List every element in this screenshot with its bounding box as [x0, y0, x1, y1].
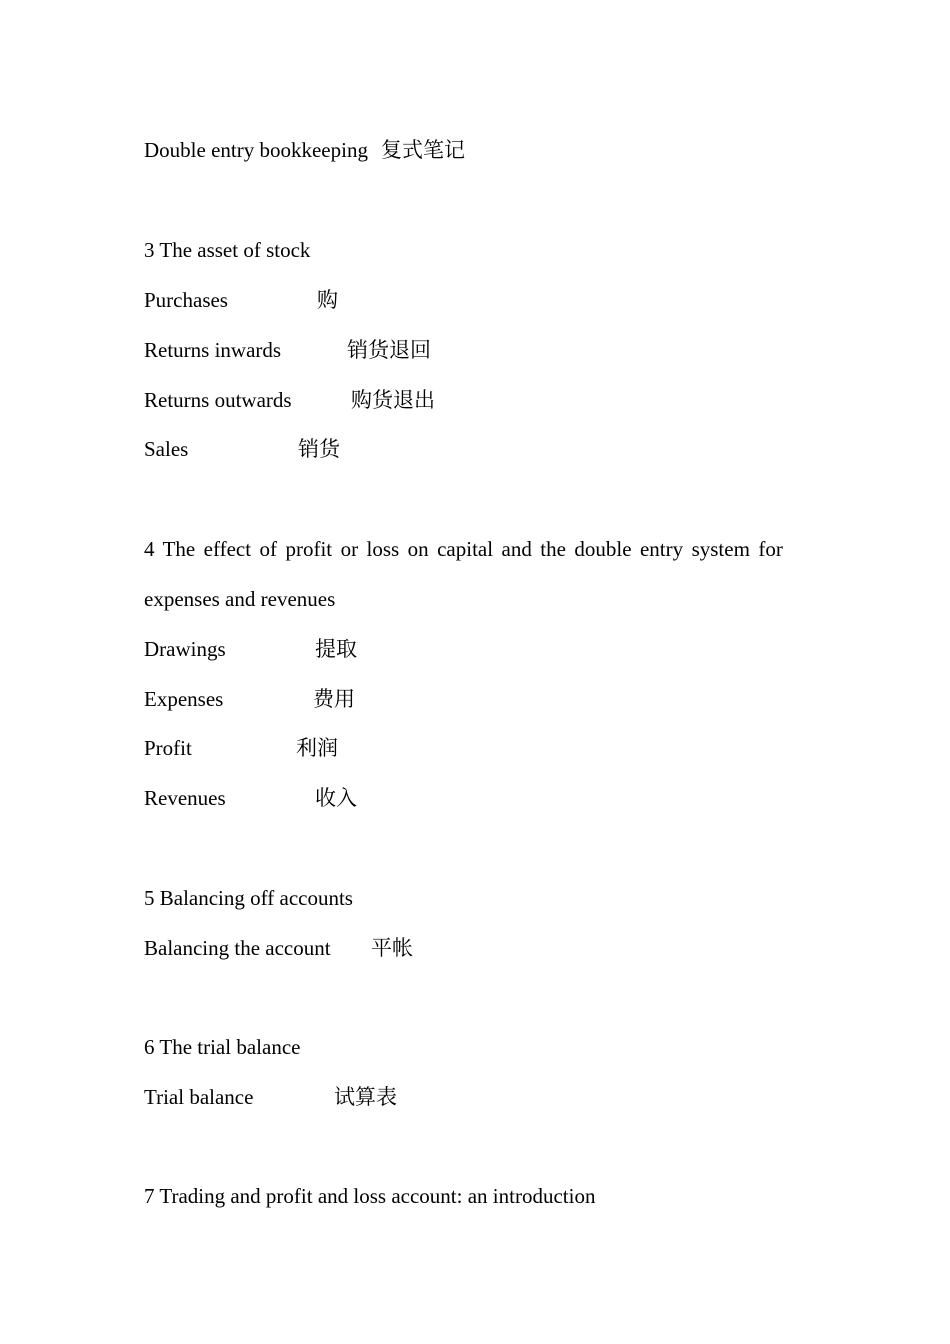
- term-balancing-the-account: Balancing the account: [144, 936, 331, 960]
- term-revenues: Revenues: [144, 786, 226, 810]
- document-title: [144, 137, 465, 163]
- term-trial-balance-translation: 试算表: [334, 1085, 397, 1109]
- term-profit-translation: 利润: [296, 736, 338, 760]
- term-drawings-translation: 提取: [315, 637, 357, 661]
- term-expenses-translation: 费用: [313, 687, 355, 711]
- term-expenses: Expenses: [144, 687, 224, 711]
- title-chinese: 复式笔记: [380, 138, 465, 162]
- term-trial-balance: Trial balance: [144, 1085, 254, 1109]
- term-revenues-translation: 收入: [315, 786, 357, 810]
- term-returns-outwards: Returns outwards: [144, 388, 292, 412]
- term-purchases: Purchases: [144, 288, 228, 312]
- term-returns-inwards-translation: 销货退回: [347, 338, 431, 362]
- section-5-heading: 5 Balancing off accounts: [144, 886, 353, 910]
- section-6-heading: 6 The trial balance: [144, 1035, 301, 1059]
- section-4-heading-line2: expenses and revenues: [144, 587, 336, 611]
- term-drawings: Drawings: [144, 637, 226, 661]
- term-returns-outwards-translation: 购货退出: [351, 388, 435, 412]
- term-balancing-the-account-translation: 平帐: [371, 936, 413, 960]
- term-purchases-translation: 购: [317, 288, 338, 312]
- term-sales: Sales: [144, 437, 189, 461]
- title-english: Double entry bookkeeping: [144, 138, 368, 162]
- section-3-heading: 3 The asset of stock: [144, 238, 311, 262]
- section-4-heading-line1: [144, 536, 805, 562]
- term-profit: Profit: [144, 736, 192, 760]
- section-4-heading-text: 4 The effect of profit or loss on capital and the double entry system for: [144, 537, 783, 561]
- section-7-heading: 7 Trading and profit and loss account: an introduction: [144, 1184, 596, 1208]
- term-sales-translation: 销货: [298, 437, 340, 461]
- term-returns-inwards: Returns inwards: [144, 338, 282, 362]
